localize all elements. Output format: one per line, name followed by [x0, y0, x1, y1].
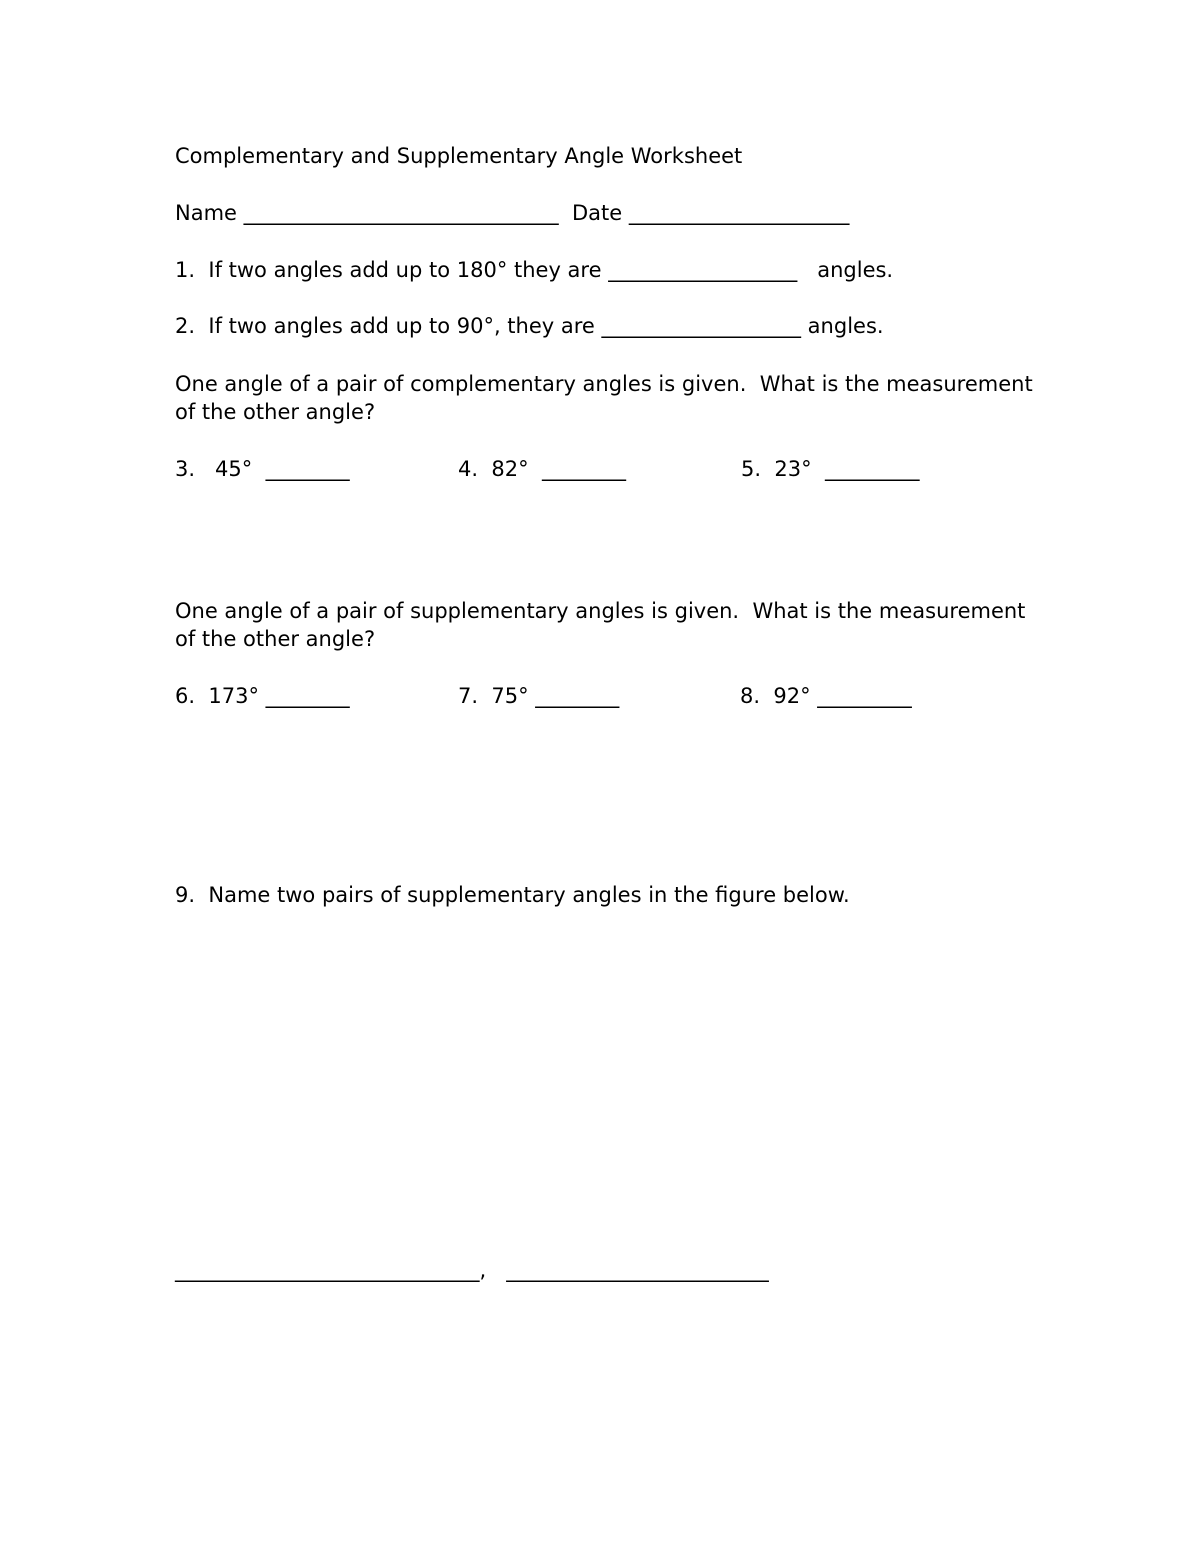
question-9: 9. Name two pairs of supplementary angles in the figure below. [175, 883, 850, 907]
question-1: 1. If two angles add up to 180° they are __________________ angles. [175, 258, 894, 282]
question-7: 7. 75° ________ [458, 684, 620, 708]
question-2: 2. If two angles add up to 90°, they are ___________________ angles. [175, 314, 884, 338]
question-4: 4. 82° ________ [458, 457, 626, 481]
question-6: 6. 173° ________ [175, 684, 350, 708]
question-3: 3. 45° ________ [175, 457, 350, 481]
supplementary-instruction-line-2: of the other angle? [175, 627, 376, 651]
question-8: 8. 92° _________ [740, 684, 912, 708]
supplementary-instruction-line-1: One angle of a pair of supplementary angles is given. What is the measurement [175, 599, 1026, 623]
worksheet-title: Complementary and Supplementary Angle Worksheet [175, 144, 743, 168]
name-date-line: Name ______________________________ Date _____________________ [175, 201, 850, 225]
complementary-instruction-line-1: One angle of a pair of complementary angles is given. What is the measurement [175, 372, 1033, 396]
question-5: 5. 23° _________ [741, 457, 920, 481]
complementary-instruction-line-2: of the other angle? [175, 400, 376, 424]
answer-blanks: _____________________________, _________________________ [175, 1258, 769, 1282]
